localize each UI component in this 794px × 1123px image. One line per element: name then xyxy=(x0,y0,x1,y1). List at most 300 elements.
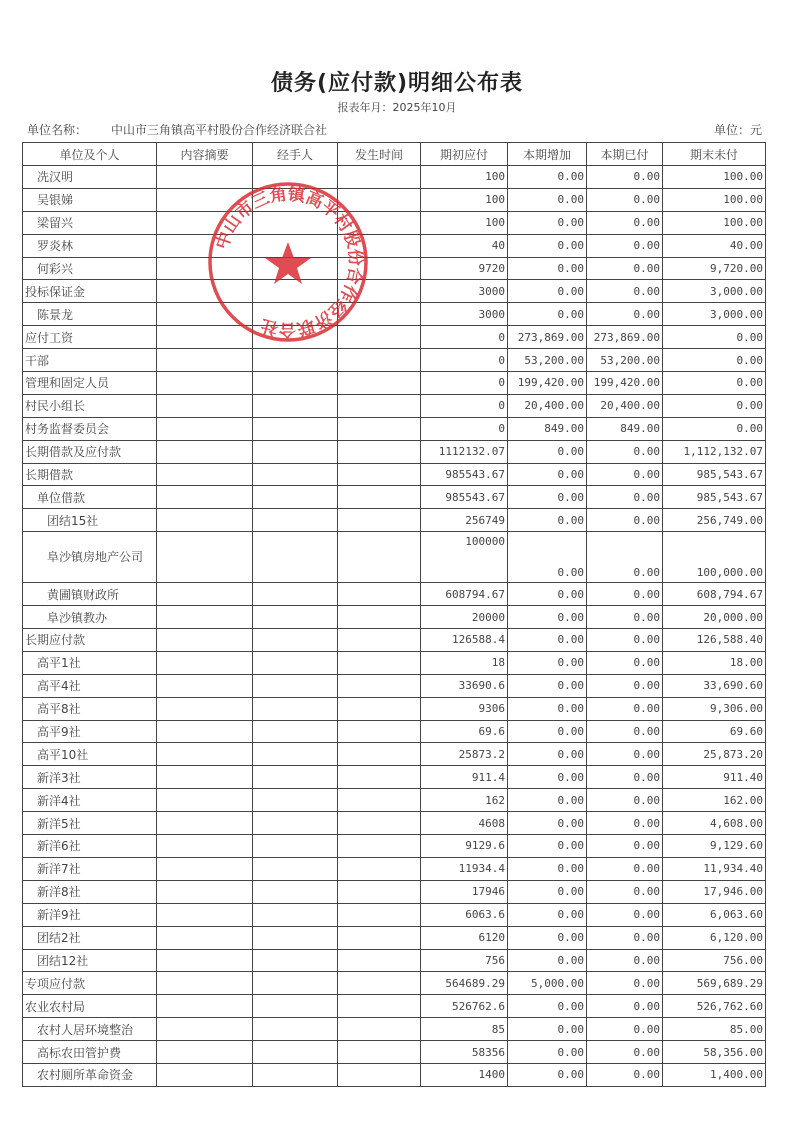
period-increase: 0.00 xyxy=(508,926,587,949)
opening-payable: 85 xyxy=(421,1018,508,1041)
period-increase: 0.00 xyxy=(508,188,587,211)
table-row xyxy=(23,234,766,257)
handler xyxy=(253,835,338,858)
row-name: 高平9社 xyxy=(23,720,157,743)
content-summary xyxy=(157,789,253,812)
opening-payable: 17946 xyxy=(421,880,508,903)
handler xyxy=(253,880,338,903)
opening-payable: 6063.6 xyxy=(421,903,508,926)
opening-payable: 0 xyxy=(421,394,508,417)
closing-unpaid: 1,112,132.07 xyxy=(663,440,766,463)
closing-unpaid: 40.00 xyxy=(663,234,766,257)
table-row xyxy=(23,674,766,697)
content-summary xyxy=(157,583,253,606)
closing-unpaid: 58,356.00 xyxy=(663,1041,766,1064)
content-summary xyxy=(157,349,253,372)
date xyxy=(338,372,421,395)
closing-unpaid: 4,608.00 xyxy=(663,812,766,835)
opening-payable: 40 xyxy=(421,234,508,257)
date xyxy=(338,1018,421,1041)
table-row xyxy=(23,166,766,189)
date xyxy=(338,394,421,417)
content-summary xyxy=(157,743,253,766)
date xyxy=(338,532,421,583)
period-increase: 53,200.00 xyxy=(508,349,587,372)
handler xyxy=(253,812,338,835)
period-increase: 0.00 xyxy=(508,211,587,234)
table-row xyxy=(23,835,766,858)
row-name: 新洋3社 xyxy=(23,766,157,789)
period-increase: 5,000.00 xyxy=(508,972,587,995)
handler xyxy=(253,926,338,949)
opening-payable: 1112132.07 xyxy=(421,440,508,463)
content-summary xyxy=(157,812,253,835)
row-name: 专项应付款 xyxy=(23,972,157,995)
period-paid: 20,400.00 xyxy=(587,394,663,417)
opening-payable: 608794.67 xyxy=(421,583,508,606)
row-name: 阜沙镇房地产公司 xyxy=(23,532,157,583)
opening-payable: 0 xyxy=(421,417,508,440)
handler xyxy=(253,303,338,326)
row-name: 新洋8社 xyxy=(23,880,157,903)
content-summary xyxy=(157,926,253,949)
date xyxy=(338,326,421,349)
period-paid: 0.00 xyxy=(587,532,663,583)
opening-payable: 564689.29 xyxy=(421,972,508,995)
content-summary xyxy=(157,394,253,417)
opening-payable: 20000 xyxy=(421,606,508,629)
date xyxy=(338,766,421,789)
unit-name-line xyxy=(27,121,351,138)
period-increase: 0.00 xyxy=(508,166,587,189)
handler xyxy=(253,349,338,372)
content-summary xyxy=(157,1018,253,1041)
period-increase: 0.00 xyxy=(508,234,587,257)
table-row xyxy=(23,949,766,972)
period-increase: 20,400.00 xyxy=(508,394,587,417)
period-paid: 0.00 xyxy=(587,972,663,995)
closing-unpaid: 0.00 xyxy=(663,326,766,349)
content-summary xyxy=(157,651,253,674)
closing-unpaid: 608,794.67 xyxy=(663,583,766,606)
period-paid: 0.00 xyxy=(587,509,663,532)
opening-payable: 756 xyxy=(421,949,508,972)
table-row xyxy=(23,417,766,440)
table-row xyxy=(23,720,766,743)
period-paid: 0.00 xyxy=(587,1063,663,1086)
row-name: 高平10社 xyxy=(23,743,157,766)
period-paid: 0.00 xyxy=(587,188,663,211)
period-increase: 0.00 xyxy=(508,766,587,789)
handler xyxy=(253,995,338,1018)
closing-unpaid: 6,063.60 xyxy=(663,903,766,926)
opening-payable: 100 xyxy=(421,211,508,234)
period-paid: 0.00 xyxy=(587,835,663,858)
table-row xyxy=(23,349,766,372)
opening-payable: 256749 xyxy=(421,509,508,532)
period-increase: 0.00 xyxy=(508,532,587,583)
row-name: 干部 xyxy=(23,349,157,372)
opening-payable: 33690.6 xyxy=(421,674,508,697)
opening-payable: 58356 xyxy=(421,1041,508,1064)
content-summary xyxy=(157,903,253,926)
content-summary xyxy=(157,995,253,1018)
handler xyxy=(253,440,338,463)
content-summary xyxy=(157,372,253,395)
handler xyxy=(253,509,338,532)
period-increase: 0.00 xyxy=(508,629,587,652)
opening-payable: 69.6 xyxy=(421,720,508,743)
period-paid: 53,200.00 xyxy=(587,349,663,372)
handler xyxy=(253,857,338,880)
column-header: 本期已付 xyxy=(587,143,663,166)
handler xyxy=(253,417,338,440)
opening-payable: 0 xyxy=(421,372,508,395)
handler xyxy=(253,486,338,509)
date xyxy=(338,720,421,743)
period-paid: 199,420.00 xyxy=(587,372,663,395)
content-summary xyxy=(157,972,253,995)
row-name: 新洋9社 xyxy=(23,903,157,926)
date xyxy=(338,257,421,280)
period-paid: 0.00 xyxy=(587,789,663,812)
row-name: 新洋6社 xyxy=(23,835,157,858)
column-header: 期末未付 xyxy=(663,143,766,166)
opening-payable: 911.4 xyxy=(421,766,508,789)
column-header: 期初应付 xyxy=(421,143,508,166)
page-title: 债务(应付款)明细公布表 xyxy=(270,71,524,96)
period-increase: 0.00 xyxy=(508,583,587,606)
row-name: 农村人居环境整治 xyxy=(23,1018,157,1041)
date xyxy=(338,1041,421,1064)
row-name: 何彩兴 xyxy=(23,257,157,280)
period-increase: 0.00 xyxy=(508,720,587,743)
table-row xyxy=(23,211,766,234)
table-row xyxy=(23,394,766,417)
period-paid: 0.00 xyxy=(587,880,663,903)
opening-payable: 9129.6 xyxy=(421,835,508,858)
row-name: 冼汉明 xyxy=(23,166,157,189)
row-name: 阜沙镇教办 xyxy=(23,606,157,629)
row-name: 高标农田管护费 xyxy=(23,1041,157,1064)
content-summary xyxy=(157,440,253,463)
row-name: 吴银娣 xyxy=(23,188,157,211)
date xyxy=(338,674,421,697)
closing-unpaid: 0.00 xyxy=(663,394,766,417)
date xyxy=(338,509,421,532)
opening-payable: 100 xyxy=(421,188,508,211)
closing-unpaid: 100,000.00 xyxy=(663,532,766,583)
handler xyxy=(253,280,338,303)
opening-payable: 100000 xyxy=(421,532,508,583)
closing-unpaid: 0.00 xyxy=(663,417,766,440)
opening-payable: 6120 xyxy=(421,926,508,949)
row-name: 单位借款 xyxy=(23,486,157,509)
period-increase: 199,420.00 xyxy=(508,372,587,395)
date xyxy=(338,188,421,211)
row-name: 投标保证金 xyxy=(23,280,157,303)
content-summary xyxy=(157,674,253,697)
handler xyxy=(253,766,338,789)
handler xyxy=(253,394,338,417)
period-paid: 273,869.00 xyxy=(587,326,663,349)
table-row xyxy=(23,509,766,532)
period-paid: 0.00 xyxy=(587,303,663,326)
period-increase: 273,869.00 xyxy=(508,326,587,349)
content-summary xyxy=(157,280,253,303)
row-name: 高平1社 xyxy=(23,651,157,674)
content-summary xyxy=(157,188,253,211)
handler xyxy=(253,674,338,697)
period-increase: 0.00 xyxy=(508,486,587,509)
row-name: 高平4社 xyxy=(23,674,157,697)
handler xyxy=(253,903,338,926)
date xyxy=(338,463,421,486)
period-paid: 0.00 xyxy=(587,812,663,835)
table-row xyxy=(23,486,766,509)
opening-payable: 162 xyxy=(421,789,508,812)
table-row xyxy=(23,257,766,280)
content-summary xyxy=(157,766,253,789)
content-summary xyxy=(157,166,253,189)
handler xyxy=(253,257,338,280)
closing-unpaid: 985,543.67 xyxy=(663,463,766,486)
handler xyxy=(253,949,338,972)
date xyxy=(338,349,421,372)
row-name: 新洋5社 xyxy=(23,812,157,835)
content-summary xyxy=(157,417,253,440)
unit-name: 中山市三角镇高平村股份合作经济联合社 xyxy=(111,123,328,137)
handler xyxy=(253,651,338,674)
period-paid: 0.00 xyxy=(587,995,663,1018)
closing-unpaid: 20,000.00 xyxy=(663,606,766,629)
content-summary xyxy=(157,606,253,629)
period-paid: 849.00 xyxy=(587,417,663,440)
content-summary xyxy=(157,949,253,972)
closing-unpaid: 100.00 xyxy=(663,211,766,234)
payables-table xyxy=(22,142,766,1087)
table-row xyxy=(23,880,766,903)
row-name: 农业农村局 xyxy=(23,995,157,1018)
date xyxy=(338,789,421,812)
date xyxy=(338,743,421,766)
period-increase: 0.00 xyxy=(508,280,587,303)
opening-payable: 11934.4 xyxy=(421,857,508,880)
period-paid: 0.00 xyxy=(587,674,663,697)
handler xyxy=(253,372,338,395)
row-name: 团结12社 xyxy=(23,949,157,972)
closing-unpaid: 11,934.40 xyxy=(663,857,766,880)
handler xyxy=(253,1063,338,1086)
period-increase: 0.00 xyxy=(508,1018,587,1041)
row-name: 管理和固定人员 xyxy=(23,372,157,395)
period-increase: 0.00 xyxy=(508,440,587,463)
date xyxy=(338,629,421,652)
table-row xyxy=(23,629,766,652)
period-increase: 0.00 xyxy=(508,674,587,697)
date xyxy=(338,812,421,835)
date xyxy=(338,166,421,189)
opening-payable: 3000 xyxy=(421,303,508,326)
table-row xyxy=(23,1018,766,1041)
period-increase: 0.00 xyxy=(508,509,587,532)
table-row xyxy=(23,463,766,486)
table-row xyxy=(23,532,766,583)
closing-unpaid: 17,946.00 xyxy=(663,880,766,903)
handler xyxy=(253,1041,338,1064)
opening-payable: 0 xyxy=(421,326,508,349)
closing-unpaid: 0.00 xyxy=(663,349,766,372)
period-paid: 0.00 xyxy=(587,1018,663,1041)
handler xyxy=(253,972,338,995)
period-paid: 0.00 xyxy=(587,257,663,280)
date xyxy=(338,280,421,303)
closing-unpaid: 985,543.67 xyxy=(663,486,766,509)
table-row xyxy=(23,1063,766,1086)
closing-unpaid: 18.00 xyxy=(663,651,766,674)
table-row xyxy=(23,743,766,766)
period-paid: 0.00 xyxy=(587,211,663,234)
period-paid: 0.00 xyxy=(587,629,663,652)
period-paid: 0.00 xyxy=(587,651,663,674)
row-name: 陈景龙 xyxy=(23,303,157,326)
period-paid: 0.00 xyxy=(587,697,663,720)
period-increase: 0.00 xyxy=(508,903,587,926)
opening-payable: 526762.6 xyxy=(421,995,508,1018)
content-summary xyxy=(157,720,253,743)
opening-payable: 100 xyxy=(421,166,508,189)
period-increase: 0.00 xyxy=(508,743,587,766)
period-paid: 0.00 xyxy=(587,486,663,509)
handler xyxy=(253,532,338,583)
content-summary xyxy=(157,303,253,326)
handler xyxy=(253,583,338,606)
period-increase: 0.00 xyxy=(508,995,587,1018)
period-paid: 0.00 xyxy=(587,949,663,972)
date xyxy=(338,486,421,509)
content-summary xyxy=(157,211,253,234)
closing-unpaid: 6,120.00 xyxy=(663,926,766,949)
opening-payable: 0 xyxy=(421,349,508,372)
closing-unpaid: 100.00 xyxy=(663,188,766,211)
row-name: 农村厕所革命资金 xyxy=(23,1063,157,1086)
period-increase: 0.00 xyxy=(508,651,587,674)
handler xyxy=(253,326,338,349)
column-header: 内容摘要 xyxy=(157,143,253,166)
handler xyxy=(253,629,338,652)
period-increase: 0.00 xyxy=(508,463,587,486)
table-row xyxy=(23,995,766,1018)
table-row xyxy=(23,303,766,326)
table-row xyxy=(23,903,766,926)
content-summary xyxy=(157,1041,253,1064)
opening-payable: 1400 xyxy=(421,1063,508,1086)
handler xyxy=(253,720,338,743)
date xyxy=(338,949,421,972)
period-paid: 0.00 xyxy=(587,926,663,949)
date xyxy=(338,880,421,903)
date xyxy=(338,903,421,926)
content-summary xyxy=(157,463,253,486)
opening-payable: 4608 xyxy=(421,812,508,835)
opening-payable: 9306 xyxy=(421,697,508,720)
period-increase: 0.00 xyxy=(508,697,587,720)
date xyxy=(338,303,421,326)
closing-unpaid: 25,873.20 xyxy=(663,743,766,766)
content-summary xyxy=(157,257,253,280)
period-paid: 0.00 xyxy=(587,463,663,486)
handler xyxy=(253,743,338,766)
row-name: 团结2社 xyxy=(23,926,157,949)
unit-name-label: 单位名称： xyxy=(27,123,88,137)
column-header: 发生时间 xyxy=(338,143,421,166)
date xyxy=(338,606,421,629)
closing-unpaid: 85.00 xyxy=(663,1018,766,1041)
table-row xyxy=(23,766,766,789)
table-header xyxy=(23,143,766,166)
date xyxy=(338,234,421,257)
closing-unpaid: 3,000.00 xyxy=(663,303,766,326)
date xyxy=(338,926,421,949)
content-summary xyxy=(157,697,253,720)
date xyxy=(338,583,421,606)
date xyxy=(338,995,421,1018)
closing-unpaid: 100.00 xyxy=(663,166,766,189)
content-summary xyxy=(157,509,253,532)
row-name: 长期应付款 xyxy=(23,629,157,652)
table-row xyxy=(23,926,766,949)
date xyxy=(338,440,421,463)
handler xyxy=(253,606,338,629)
report-period: 报表年月：2025年10月 xyxy=(337,101,457,114)
opening-payable: 9720 xyxy=(421,257,508,280)
row-name: 团结15社 xyxy=(23,509,157,532)
date xyxy=(338,651,421,674)
opening-payable: 126588.4 xyxy=(421,629,508,652)
period-increase: 0.00 xyxy=(508,1063,587,1086)
period-increase: 0.00 xyxy=(508,880,587,903)
handler xyxy=(253,1018,338,1041)
table-row xyxy=(23,280,766,303)
table-row xyxy=(23,440,766,463)
content-summary xyxy=(157,880,253,903)
date xyxy=(338,417,421,440)
period-paid: 0.00 xyxy=(587,166,663,189)
closing-unpaid: 756.00 xyxy=(663,949,766,972)
period-paid: 0.00 xyxy=(587,440,663,463)
closing-unpaid: 69.60 xyxy=(663,720,766,743)
handler xyxy=(253,211,338,234)
closing-unpaid: 162.00 xyxy=(663,789,766,812)
period-increase: 0.00 xyxy=(508,812,587,835)
period-paid: 0.00 xyxy=(587,720,663,743)
period-paid: 0.00 xyxy=(587,606,663,629)
table-row xyxy=(23,1041,766,1064)
closing-unpaid: 0.00 xyxy=(663,372,766,395)
handler xyxy=(253,789,338,812)
period-paid: 0.00 xyxy=(587,234,663,257)
date xyxy=(338,972,421,995)
column-header: 经手人 xyxy=(253,143,338,166)
svg-text:中山市三角镇高平村股份合作经济联合社: 中山市三角镇高平村股份合作经济联合社 xyxy=(212,184,366,340)
period-paid: 0.00 xyxy=(587,857,663,880)
period-paid: 0.00 xyxy=(587,280,663,303)
opening-payable: 985543.67 xyxy=(421,463,508,486)
table-row xyxy=(23,606,766,629)
table-row xyxy=(23,789,766,812)
row-name: 高平8社 xyxy=(23,697,157,720)
table-row xyxy=(23,697,766,720)
